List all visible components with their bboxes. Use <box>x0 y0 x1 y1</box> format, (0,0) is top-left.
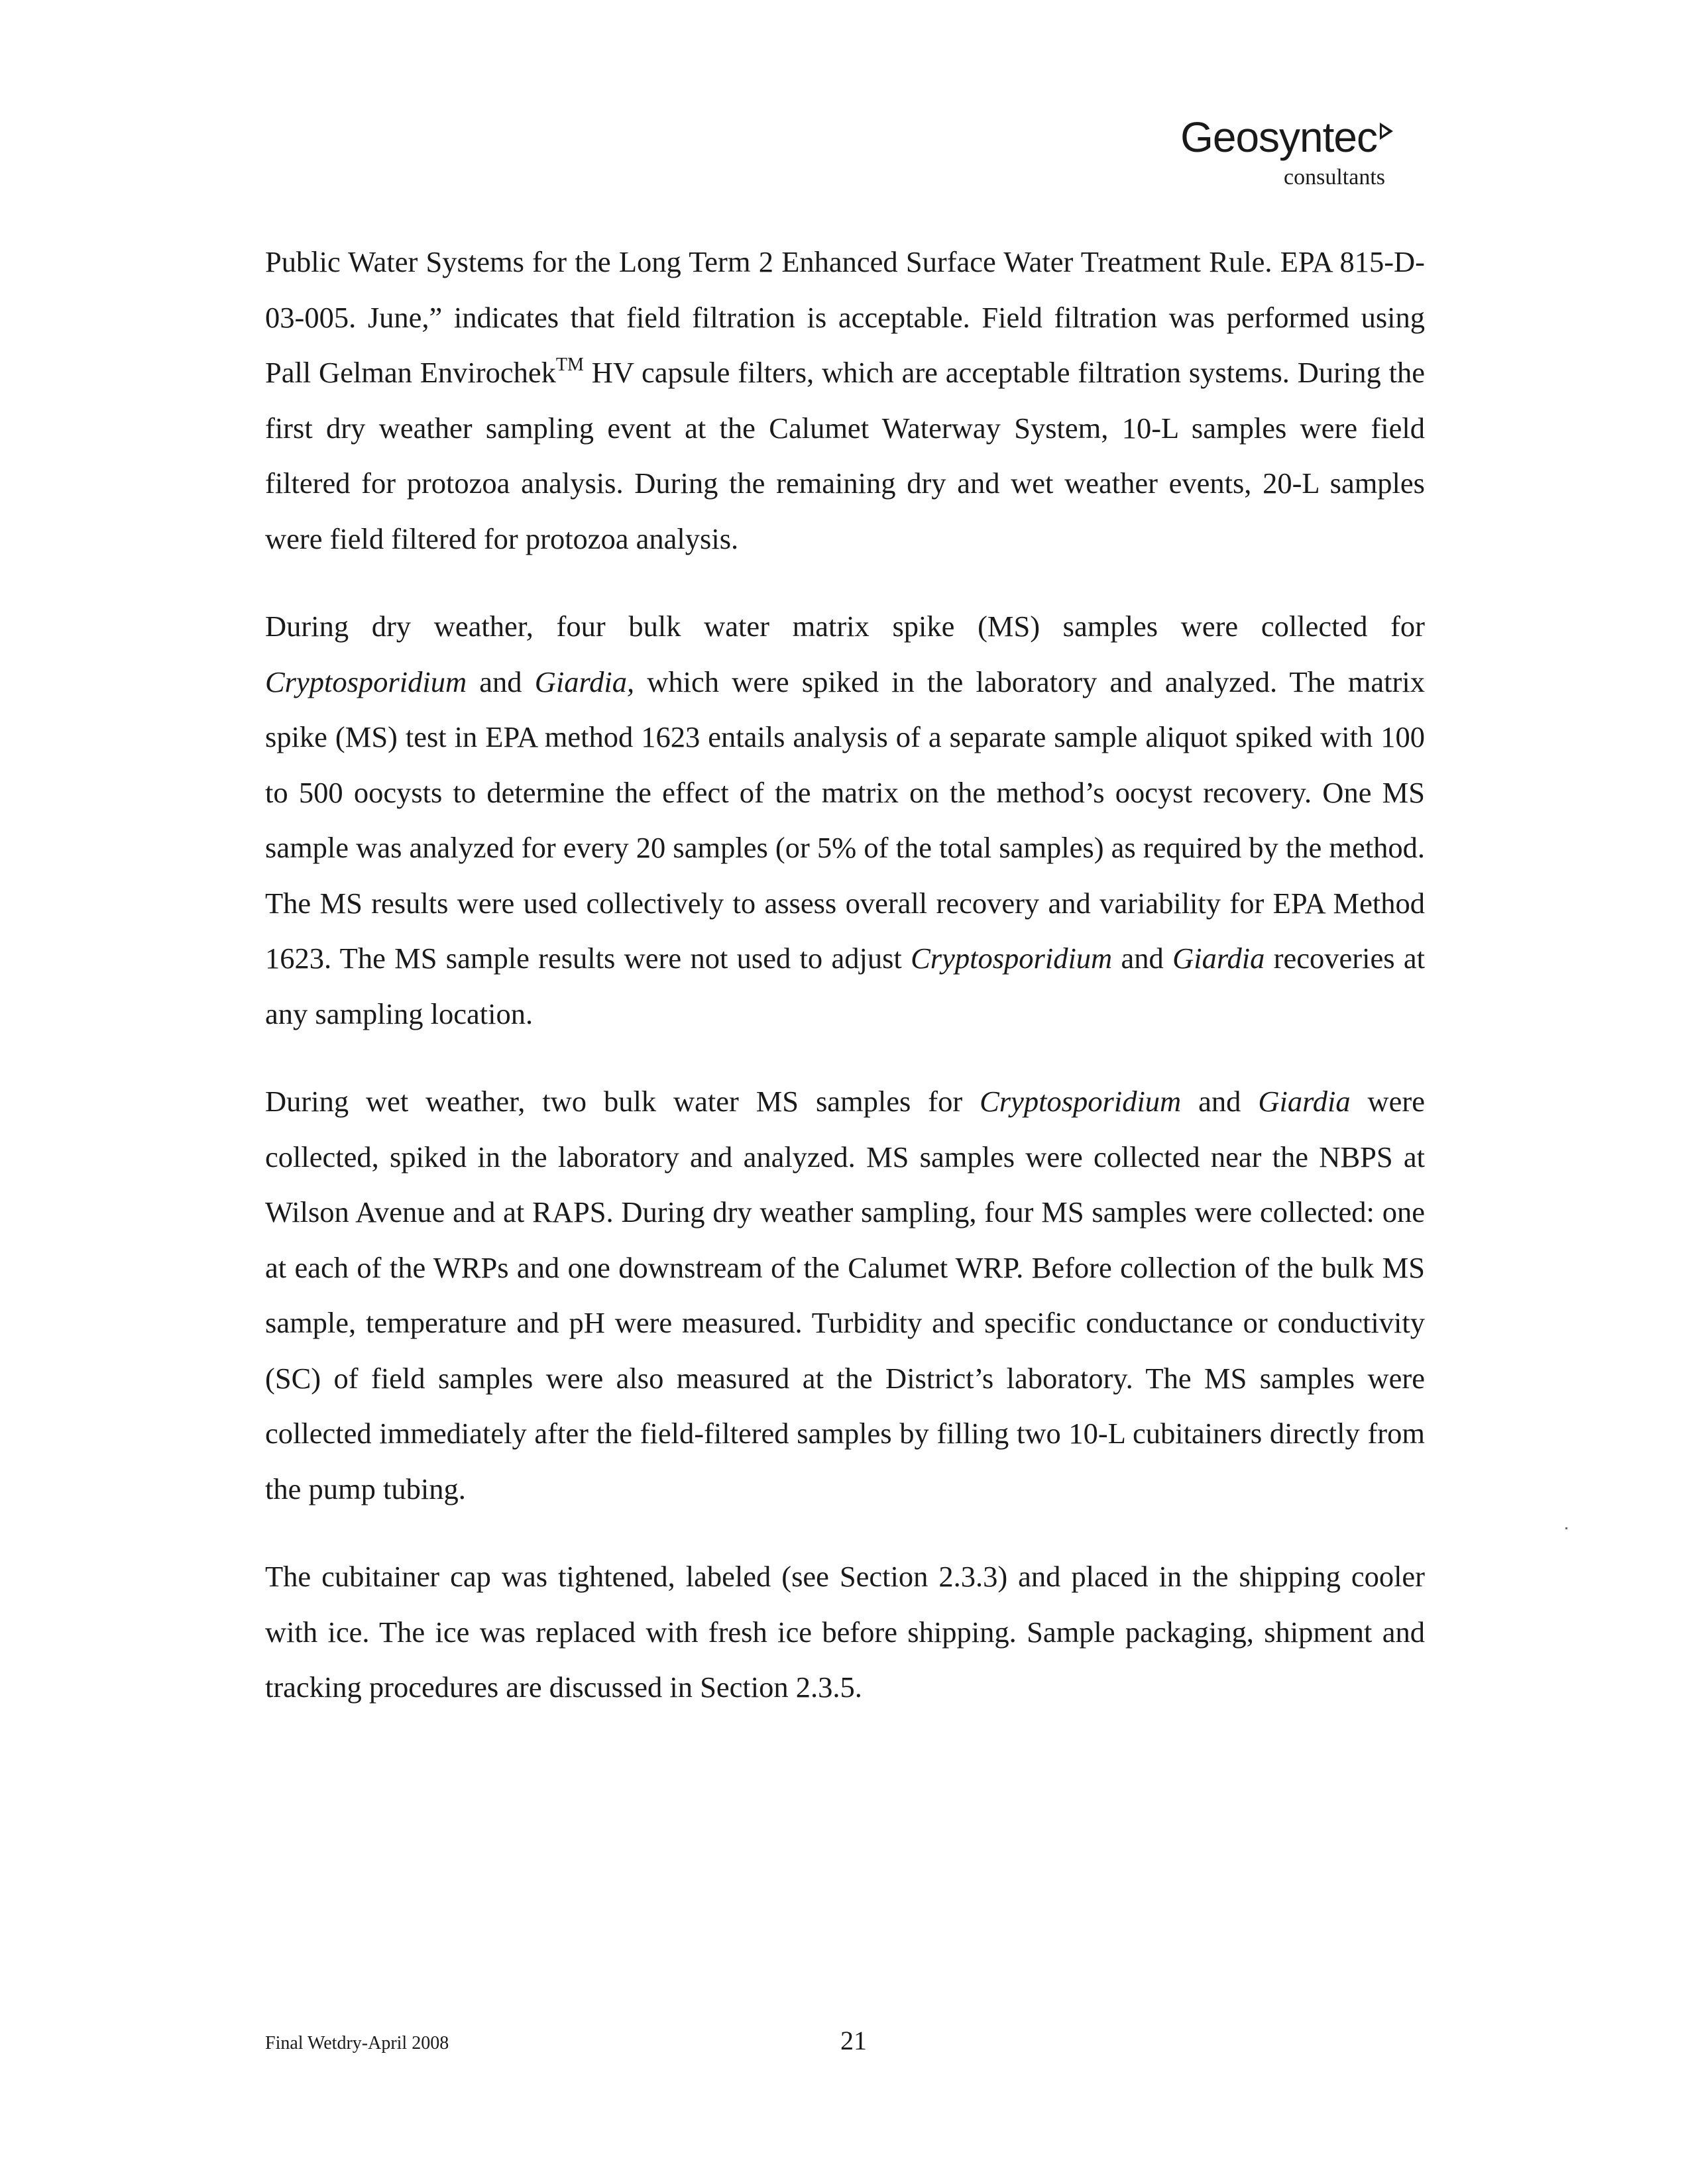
text-span: Public Water Systems for the Long Term 2 Enhanced Surface Water Treatment Rule. EPA 815-D-03-005. June,” indicates that field filtration is acceptable. Field filtration was performed using Pall Gelman Envirochek <box>265 245 1425 389</box>
text-span: and <box>467 665 535 698</box>
italic-term: Cryptosporidium <box>980 1085 1182 1118</box>
text-span: During dry weather, four bulk water matrix spike (MS) samples were collected for <box>265 610 1425 643</box>
paragraph-2 <box>265 599 1425 1042</box>
text-span: and <box>1112 942 1173 975</box>
text-span: During wet weather, two bulk water MS samples for <box>265 1085 980 1118</box>
footer-document-label: Final Wetdry-April 2008 <box>265 2033 449 2053</box>
italic-term: Giardia, <box>534 665 635 698</box>
text-span: The cubitainer cap was tightened, labeled (see Section 2.3.3) and placed in the shipping cooler with ice. The ice was replaced with fresh ice before shipping. Sample packaging, shipment and tracking procedures are discussed in Section 2.3.5. <box>265 1560 1425 1704</box>
page-number: 21 <box>840 2026 867 2055</box>
paragraph-1 <box>265 235 1425 567</box>
paragraph-3 <box>265 1074 1425 1517</box>
text-span: and <box>1181 1085 1259 1118</box>
italic-term: Cryptosporidium <box>911 942 1113 975</box>
text-span: HV capsule filters, which are acceptable filtration systems. During the first dry weather sampling event at the Calumet Waterway System, 10-L samples were field filtered for protozoa analysis. During the remaining dry and wet weather events, 20-L samples were field filtered for protozoa analysis. <box>265 356 1425 555</box>
document-body <box>265 235 1425 1748</box>
triangle-logo-icon <box>1380 123 1393 140</box>
text-span: were collected, spiked in the laboratory and analyzed. MS samples were collected near the NBPS at Wilson Avenue and at RAPS. During dry weather sampling, four MS samples were collected: one at each of the WRPs and one downstream of the Calumet WRP. Before collection of the bulk MS sample, temperature and pH were measured. Turbidity and specific conductance or conductivity (SC) of field samples were also measured at the District’s laboratory. The MS samples were collected immediately after the field-filtered samples by filling two 10-L cubitainers directly from the pump tubing. <box>265 1085 1425 1505</box>
italic-term: Giardia <box>1172 942 1265 975</box>
company-logo <box>1180 113 1393 190</box>
logo-name-text: Geosyntec <box>1180 113 1377 161</box>
logo-wordmark <box>1180 113 1393 161</box>
paragraph-4 <box>265 1549 1425 1716</box>
scan-artifact-dot <box>1565 1527 1567 1529</box>
text-span: recoveries at any sampling location. <box>265 942 1425 1030</box>
italic-term: Giardia <box>1258 1085 1351 1118</box>
text-span: which were spiked in the laboratory and analyzed. The matrix spike (MS) test in EPA method 1623 entails analysis of a separate sample aliquot spiked with 100 to 500 oocysts to determine the effect of the matrix on the method’s oocyst recovery. One MS sample was analyzed for every 20 samples (or 5% of the total samples) as required by the method. The MS results were used collectively to assess overall recovery and variability for EPA Method 1623. The MS sample results were not used to adjust <box>265 665 1425 975</box>
italic-term: Cryptosporidium <box>265 665 467 698</box>
trademark-superscript: TM <box>555 355 584 375</box>
logo-subtitle: consultants <box>1284 165 1385 190</box>
